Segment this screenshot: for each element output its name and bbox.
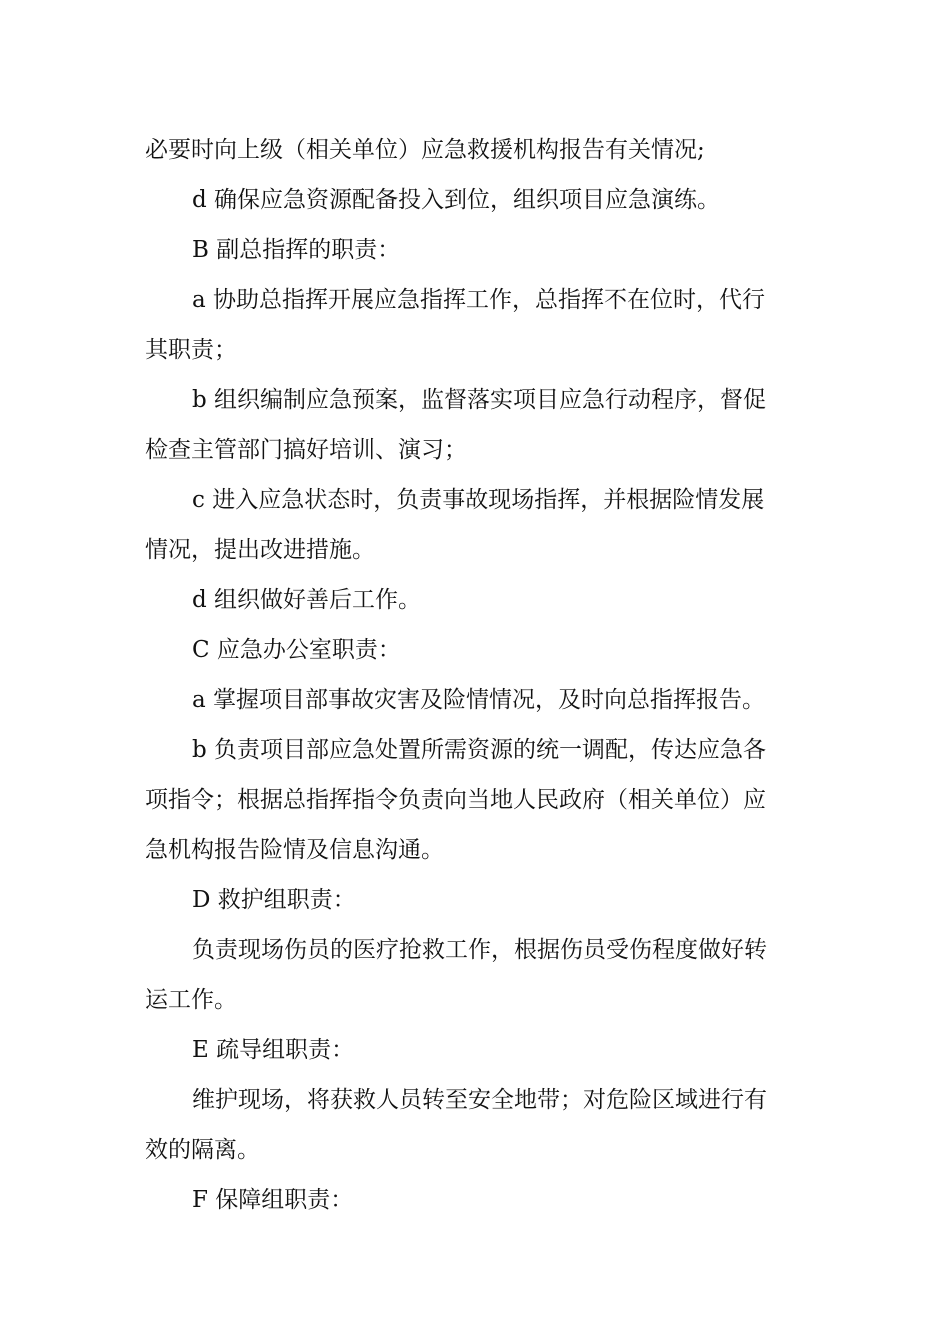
text-line: 必要时向上级（相关单位）应急救援机构报告有关情况;: [145, 137, 705, 163]
text-line: 项指令；根据总指挥指令负责向当地人民政府（相关单位）应: [145, 787, 766, 813]
text-line: 负责现场伤员的医疗抢救工作，根据伤员受伤程度做好转: [192, 937, 767, 963]
section-heading: D 救护组职责：: [192, 887, 356, 913]
text-line: 效的隔离。: [145, 1137, 260, 1163]
text-line: a 协助总指挥开展应急指挥工作，总指挥不在位时，代行: [192, 287, 766, 313]
text-line: 情况，提出改进措施。: [145, 537, 375, 563]
section-heading: F 保障组职责：: [192, 1187, 354, 1213]
text-line: 检查主管部门搞好培训、演习；: [145, 437, 467, 463]
section-heading: E 疏导组职责：: [192, 1037, 355, 1063]
text-line: d 确保应急资源配备投入到位，组织项目应急演练。: [192, 187, 721, 213]
text-line: d 组织做好善后工作。: [192, 587, 422, 613]
section-heading: C 应急办公室职责：: [192, 637, 401, 663]
section-heading: B 副总指挥的职责：: [192, 237, 401, 263]
text-line: 运工作。: [145, 987, 237, 1013]
text-line: 其职责；: [145, 337, 237, 363]
text-line: 维护现场，将获救人员转至安全地带；对危险区域进行有: [192, 1087, 767, 1113]
text-line: b 组织编制应急预案，监督落实项目应急行动程序，督促: [192, 387, 767, 413]
text-line: c 进入应急状态时，负责事故现场指挥，并根据险情发展: [192, 487, 765, 513]
text-line: a 掌握项目部事故灾害及险情情况，及时向总指挥报告。: [192, 687, 766, 713]
text-line: b 负责项目部应急处置所需资源的统一调配，传达应急各: [192, 737, 767, 763]
text-line: 急机构报告险情及信息沟通。: [145, 837, 444, 863]
